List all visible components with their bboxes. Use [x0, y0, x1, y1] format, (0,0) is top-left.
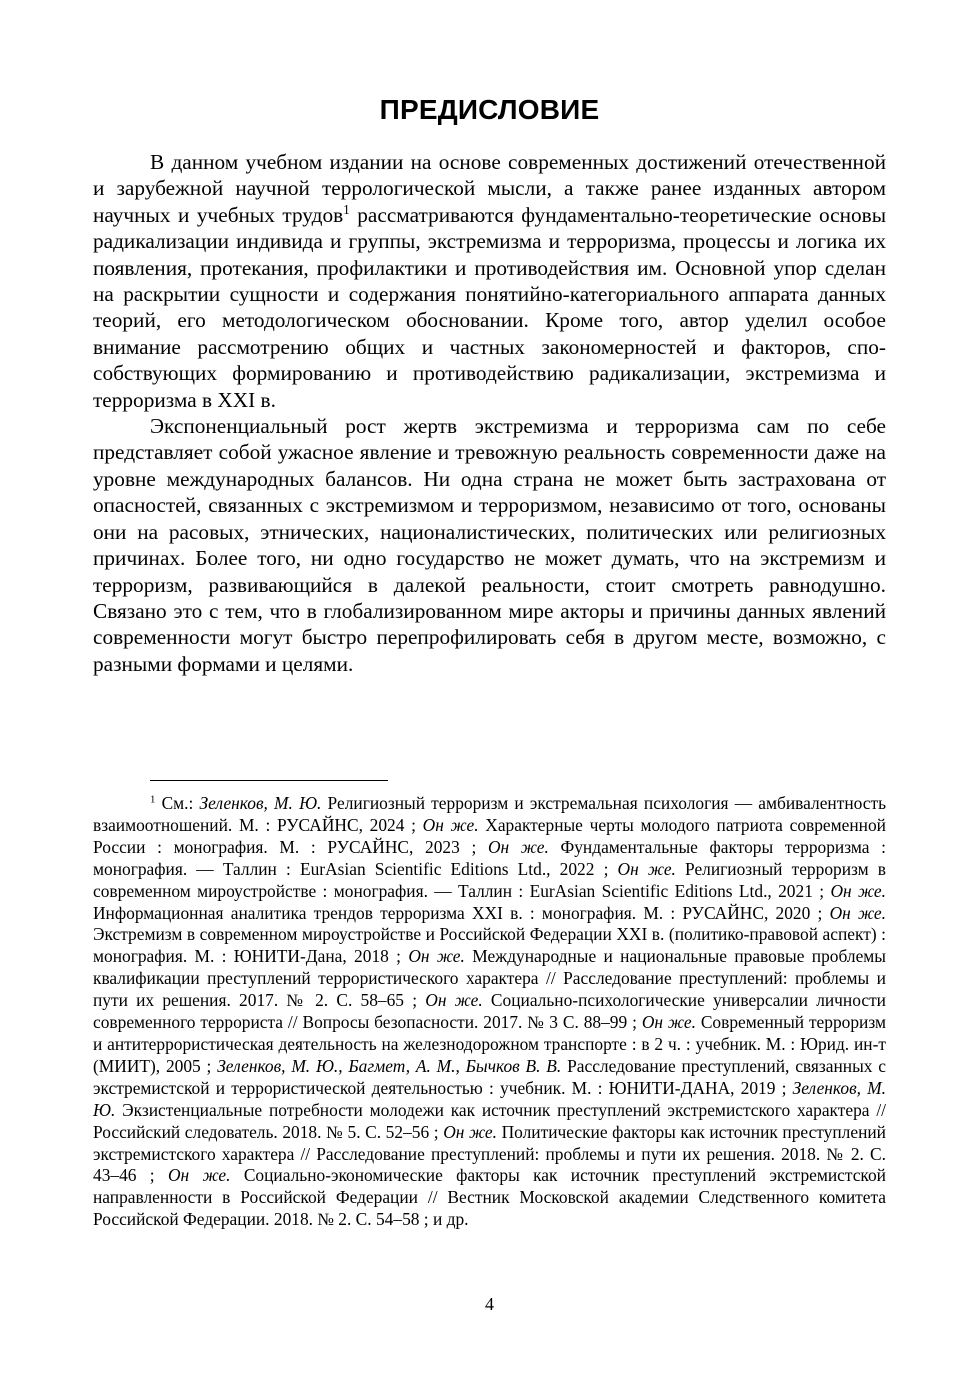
footnote-mark: 1: [150, 793, 156, 806]
footnote-separator: [150, 780, 388, 781]
footnote-text: Международные и национальные правовые проблемы квалификации преступлений террористического характера // Расследование преступлений: проблемы и пути их решения. 2017. № 2. С. 58–65 ;: [93, 946, 886, 1011]
footnote-author: Он же.: [443, 1121, 497, 1142]
footnote-reference[interactable]: 1: [343, 201, 350, 217]
body-text: [93, 149, 886, 677]
footnote-text: Характерные черты молодого патриота современной России : монография. М. : РУСАЙНС, 2023 ;: [93, 814, 886, 857]
footnote-text: Фундаментальные факторы терроризма : монография. — Таллин : EurAsian Scientific Editions Ltd., 2022 ;: [93, 836, 886, 879]
footnote-text: Экзистенциальные потребности молодежи как источник преступлений экстремистского характера // Российский следователь. 2018. № 5. С. 52–56 ;: [93, 1099, 886, 1142]
footnote-text: Социально-экономические факторы как источник преступлений экстремистской направленности в Российской Федерации // Вестник Московской академии Следственного комитета Российской Федерации. 2018. № 2. С. 54–58 ; и др.: [93, 1165, 886, 1230]
footnote-text: Социально-психологические универсалии личности современного террориста // Вопросы безопасности. 2017. № 3 С. 88–99 ;: [93, 990, 886, 1033]
footnote: [93, 793, 886, 1231]
page-number: 4: [485, 1294, 494, 1314]
footnote-author: Зеленков, М. Ю., Багмет, А. М., Бычков В. В.: [217, 1055, 562, 1076]
paragraph-1-text-b: рассматриваются фундаментально-теоретические основы радикализации индивида и группы, экстремизма и терроризма, процессы и логика их появления, протекания, профилактики и противодействия им. Основной упор сделан на раскрытии сущности и содержания понятийно-категориального аппарата данных теорий, его методологическом обосновании. Кроме того, автор уделил особое внимание рассмотрению общих и частных закономерностей и факторов, способствующих формированию и противодействию радикализации, экстремизма и терроризма в XXI в.: [93, 202, 886, 412]
footnote-author: Он же.: [829, 902, 886, 923]
footnote-author: Он же.: [617, 858, 676, 879]
footnote-text: Современный терроризм и антитеррористическая деятельность на железнодорожном транспорте : в 2 ч. : учебник. М. : Юрид. ин-т (МИИТ), 2005 ;: [93, 1012, 886, 1076]
footnote-text: См.:: [155, 793, 200, 813]
footnote-text: Информационная аналитика трендов терроризма XXI в. : монография. М. : РУСАЙНС, 2020 ;: [93, 902, 830, 923]
footnote-author: Зеленков, М. Ю.: [93, 1077, 886, 1120]
footnote-text: Расследование преступлений, связанных с экстремистской и террористической деятельностью : учебник. М. : ЮНИТИ-ДАНА, 2019 ;: [93, 1055, 887, 1098]
footnote-text: Религиозный терроризм и экстремальная психология — амбивалентность взаимоотношений. М. : РУСАЙНС, 2024 ;: [93, 793, 887, 835]
footnote-author: Он же.: [425, 990, 483, 1011]
footnote-author: Он же.: [408, 946, 465, 967]
footnote-author: Он же.: [641, 1012, 696, 1033]
page-title: ПРЕДИСЛОВИЕ: [379, 94, 600, 125]
footnote-author: Он же.: [830, 880, 886, 901]
paragraph-1: [93, 149, 886, 413]
footnote-author: Зеленков, М. Ю.: [199, 793, 322, 813]
footnote-text: Политические факторы как источник преступлений экстремистского характера // Расследование преступлений: проблемы и пути их решения. 2018. № 2. С. 43–46 ;: [93, 1121, 886, 1186]
footnote-author: Он же.: [487, 836, 549, 857]
footnote-author: Он же.: [422, 814, 479, 835]
footnote-text: Религиозный терроризм в современном мироустройстве : монография. — Таллин : EurAsian Scientific Editions Ltd., 2021 ;: [93, 858, 886, 901]
footnote-text: Экстремизм в современном мироустройстве и Российской Федерации XXI в. (политико-правовой аспект) : монография. М. : ЮНИТИ-Дана, 2018 ;: [93, 924, 886, 967]
paragraph-2: Экспоненциальный рост жертв экстремизма и терроризма сам по себе представляет собой ужасное явление и тревожную реальность современности даже на уровне международных балансов. Ни одна страна не может быть застрахована от опасностей, связанных с экстремизмом и терроризмом, независимо от того, основаны они на расовых, этнических, националистических, политических или религиозных причинах. Более того, ни одно государство не может думать, что на экстремизм и терроризм, развивающийся в далекой реальности, стоит смотреть равнодушно. Связано это с тем, что в глобализированном мире акторы и причины данных явлений современности могут быстро перепрофилировать себя в другом месте, возможно, с разными формами и целями.: [93, 414, 886, 676]
paragraph-1-text-a: В данном учебном издании на основе современных достижений отечественной и зарубежной научной террологической мысли, а также ранее изданных автором научных и учебных трудов: [93, 150, 886, 227]
footnote-author: Он же.: [167, 1165, 231, 1186]
